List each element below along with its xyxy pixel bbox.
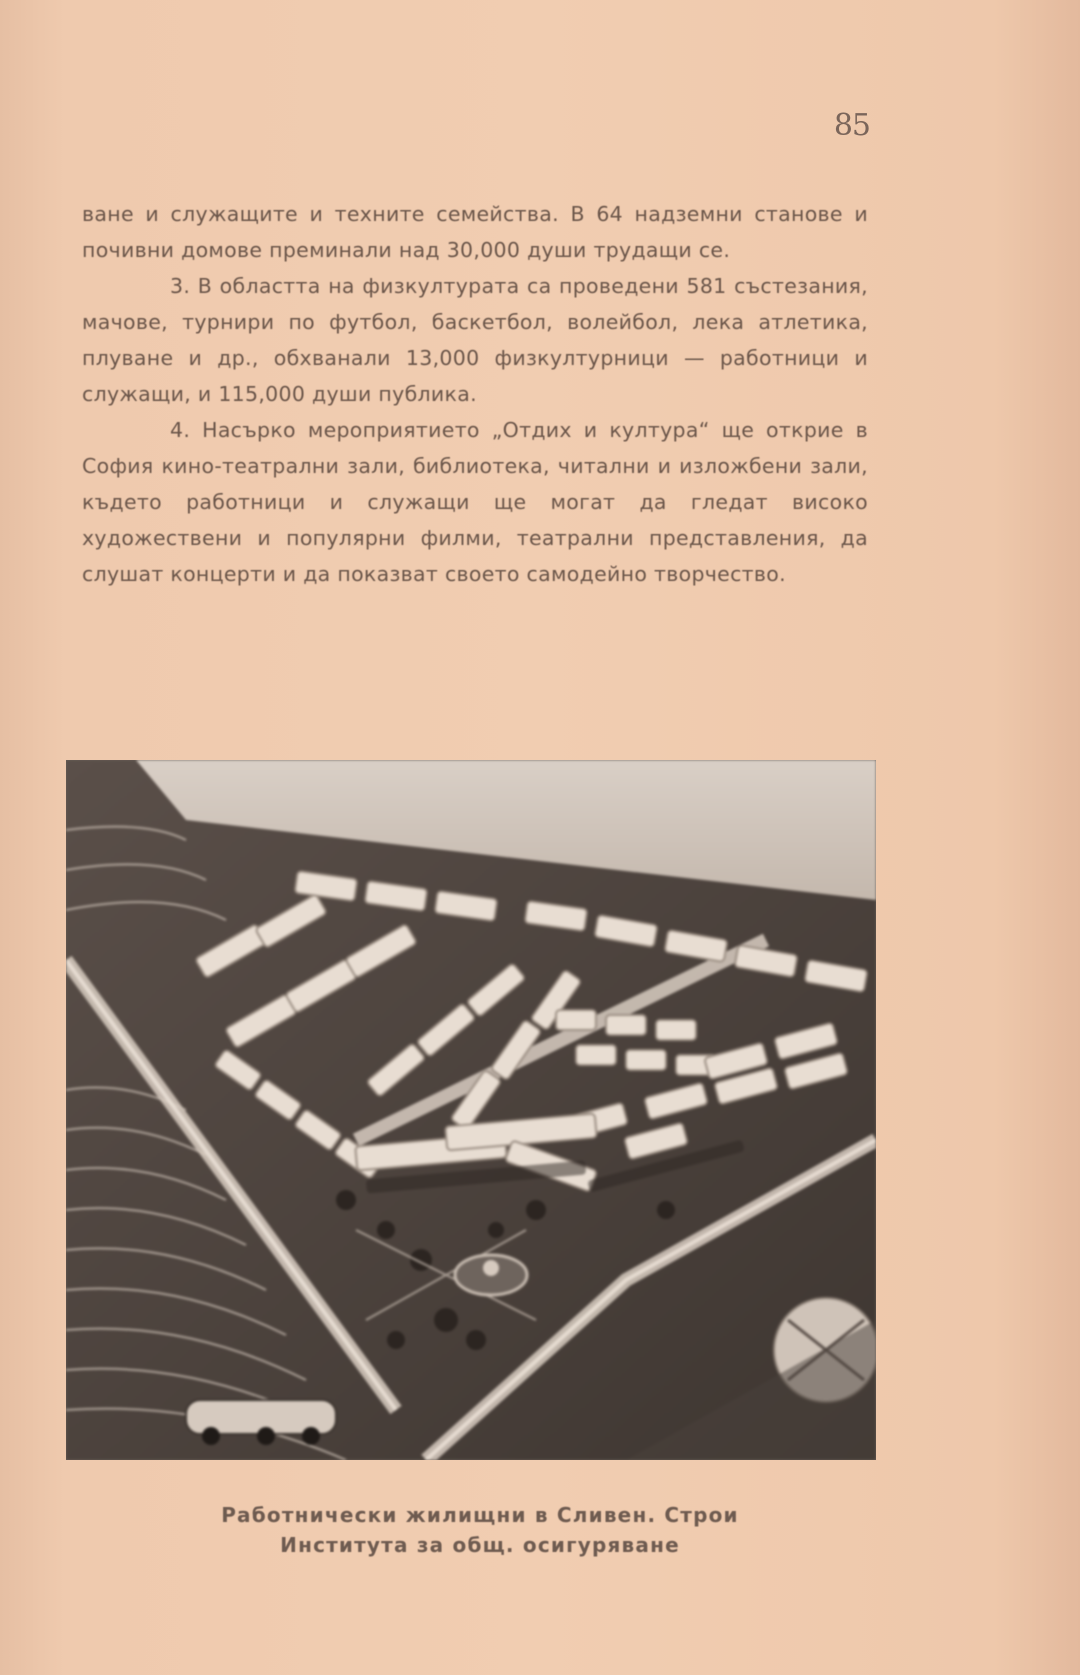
paragraph-1: ване и служащите и техните семейства. В 64 надземни станове и почивни домове преминали над 30,000 души трудащи се. [82,202,868,262]
body-text [82,196,868,592]
housing-model-photo [66,760,876,1460]
figure-caption [120,1500,840,1560]
paragraph-2: 3. В областта на физкултурата са проведени 581 състезания, мачове, турнири по футбол, баскетбол, волейбол, лека атлетика, плуване и др., обхванали 13,000 физкултурници — работници и служащи, и 115,000 души публика. [82,274,868,406]
architectural-model-image [66,760,876,1460]
caption-line-2: Института за общ. осигуряване [280,1533,680,1557]
caption-line-1: Работнически жилищни в Сливен. Строи [221,1503,739,1527]
page-number: 85 [833,108,870,143]
paragraph-3: 4. Насърко мероприятието „Отдих и култура“ ще открие в София кино-театрални зали, библиотека, читални и изложбени зали, където работници и служащи ще могат да гледат високо художествени и популярни филми, театрални представления, да слушат концерти и да показват своето самодейно творчество. [82,418,868,586]
